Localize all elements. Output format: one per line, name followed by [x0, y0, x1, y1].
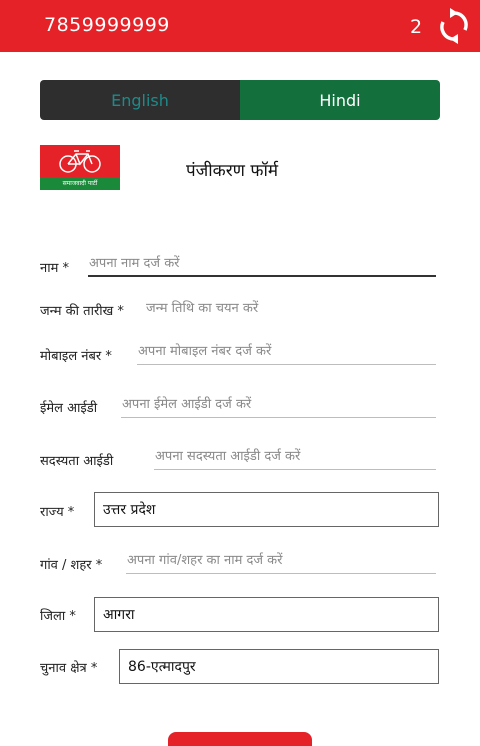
mobile-label: मोबाइल नंबर *	[40, 349, 112, 364]
name-label: नाम *	[40, 261, 69, 276]
state-label: राज्य *	[40, 505, 75, 520]
email-input[interactable]: अपना ईमेल आईडी दर्ज करें	[121, 396, 436, 418]
constituency-select[interactable]: 86-एत्मादपुर	[119, 649, 439, 684]
email-label: ईमेल आईडी	[40, 401, 98, 416]
membership-label: सदस्यता आईडी	[40, 454, 114, 469]
constituency-label: चुनाव क्षेत्र *	[40, 661, 98, 676]
sync-icon[interactable]	[438, 8, 470, 44]
dob-label: जन्म की तारीख *	[40, 304, 124, 319]
dob-picker[interactable]: जन्म तिथि का चयन करें	[146, 301, 259, 316]
phone-number: 7859999999	[44, 14, 170, 36]
logo-text: समाजवादी पार्टी	[40, 177, 120, 190]
village-label: गांव / शहर *	[40, 558, 103, 573]
english-button[interactable]: English	[40, 80, 240, 120]
language-toggle	[40, 80, 440, 120]
village-input[interactable]: अपना गांव/शहर का नाम दर्ज करें	[126, 552, 436, 574]
district-select[interactable]: आगरा	[94, 597, 439, 632]
district-label: जिला *	[40, 609, 76, 624]
name-input[interactable]: अपना नाम दर्ज करें	[88, 255, 436, 277]
hindi-button[interactable]: Hindi	[240, 80, 440, 120]
top-bar	[0, 0, 480, 52]
count-badge: 2	[410, 16, 423, 38]
bicycle-icon	[58, 148, 102, 174]
membership-input[interactable]: अपना सदस्यता आईडी दर्ज करें	[154, 448, 436, 470]
party-logo	[40, 145, 120, 190]
mobile-input[interactable]: अपना मोबाइल नंबर दर्ज करें	[137, 343, 436, 365]
state-select[interactable]: उत्तर प्रदेश	[94, 492, 439, 527]
form-title: पंजीकरण फॉर्म	[186, 161, 279, 181]
submit-button[interactable]	[168, 732, 312, 746]
